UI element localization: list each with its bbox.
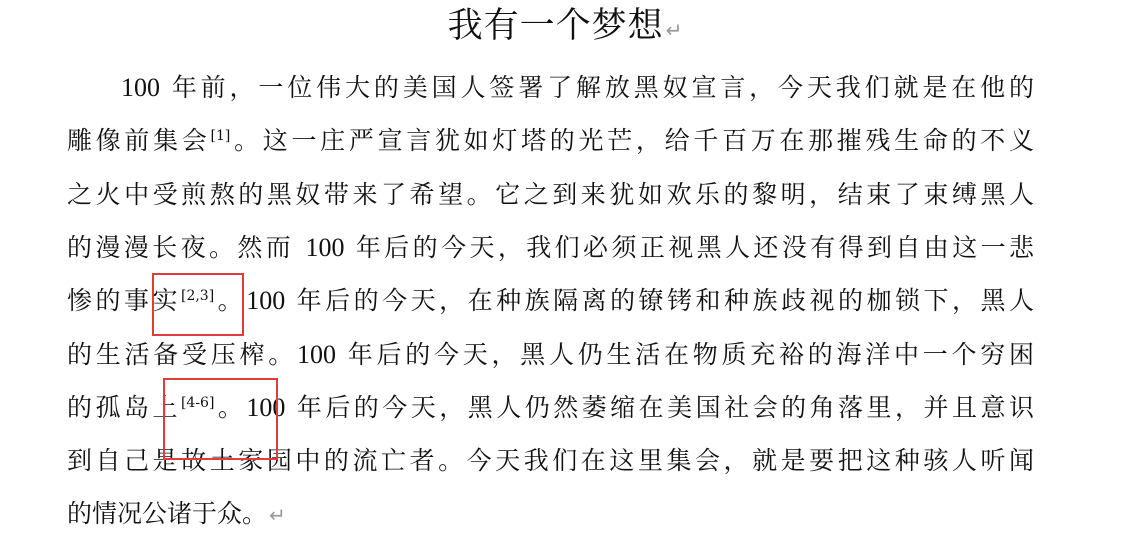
text-segment: 的生活备受压榨。 [67, 339, 298, 369]
text-segment: 年前，一位伟大的美国人签署了解放黑奴宣言，今天我们就是在他的 [160, 73, 1034, 102]
text-segment: 惨的事实 [67, 286, 181, 316]
number-text: 100 [246, 392, 286, 422]
number-text: 100 [297, 339, 337, 369]
citation-reference: [4-6] [180, 394, 215, 411]
text-segment: 的孤岛上 [67, 392, 181, 422]
text-segment: 。 [214, 286, 247, 316]
document-title-text: 我有一个梦想 [447, 6, 664, 46]
citation-reference: [1] [210, 128, 231, 145]
text-segment: 的情况公诸于众。 [67, 499, 268, 529]
text-line [67, 392, 1034, 424]
text-line [121, 72, 1034, 104]
text-segment: 雕像前集会 [67, 126, 211, 156]
number-text: 100 [246, 286, 286, 316]
text-line [67, 339, 1034, 371]
citation-reference: [2,3] [180, 288, 215, 305]
text-segment: 年后的今天，在种族隔离的镣铐和种族歧视的枷锁下，黑人 [285, 286, 1034, 316]
text-line [67, 179, 1034, 211]
text-segment: 。 [214, 392, 247, 422]
text-segment: 之火中受煎熬的黑奴带来了希望。它之到来犹如欢乐的黎明，结束了束缚黑人 [67, 179, 1034, 209]
paragraph-mark-icon: ↵ [665, 18, 684, 42]
paragraph-mark-icon: ↵ [269, 503, 286, 528]
text-line [67, 498, 1034, 531]
document-title [0, 2, 1131, 54]
text-segment: 年后的今天，我们必须正视黑人还没有得到自由这一悲 [344, 232, 1035, 262]
text-segment: 的漫漫长夜。然而 [67, 232, 306, 262]
text-segment: 年后的今天，黑人仍然萎缩在美国社会的角落里，并且意识 [285, 392, 1034, 422]
text-segment: 到自己是故土家园中的流亡者。今天我们在这里集会，就是要把这种骇人听闻 [67, 446, 1034, 476]
text-segment: 年后的今天，黑人仍生活在物质充裕的海洋中一个穷困 [336, 339, 1034, 369]
text-segment: 。这一庄严宣言犹如灯塔的光芒，给千百万在那摧残生命的不义 [230, 126, 1034, 156]
text-line [67, 285, 1034, 317]
text-line [67, 232, 1034, 264]
text-line [67, 445, 1034, 477]
text-line [67, 125, 1034, 157]
number-text: 100 [305, 232, 345, 262]
number-text: 100 [121, 73, 160, 102]
